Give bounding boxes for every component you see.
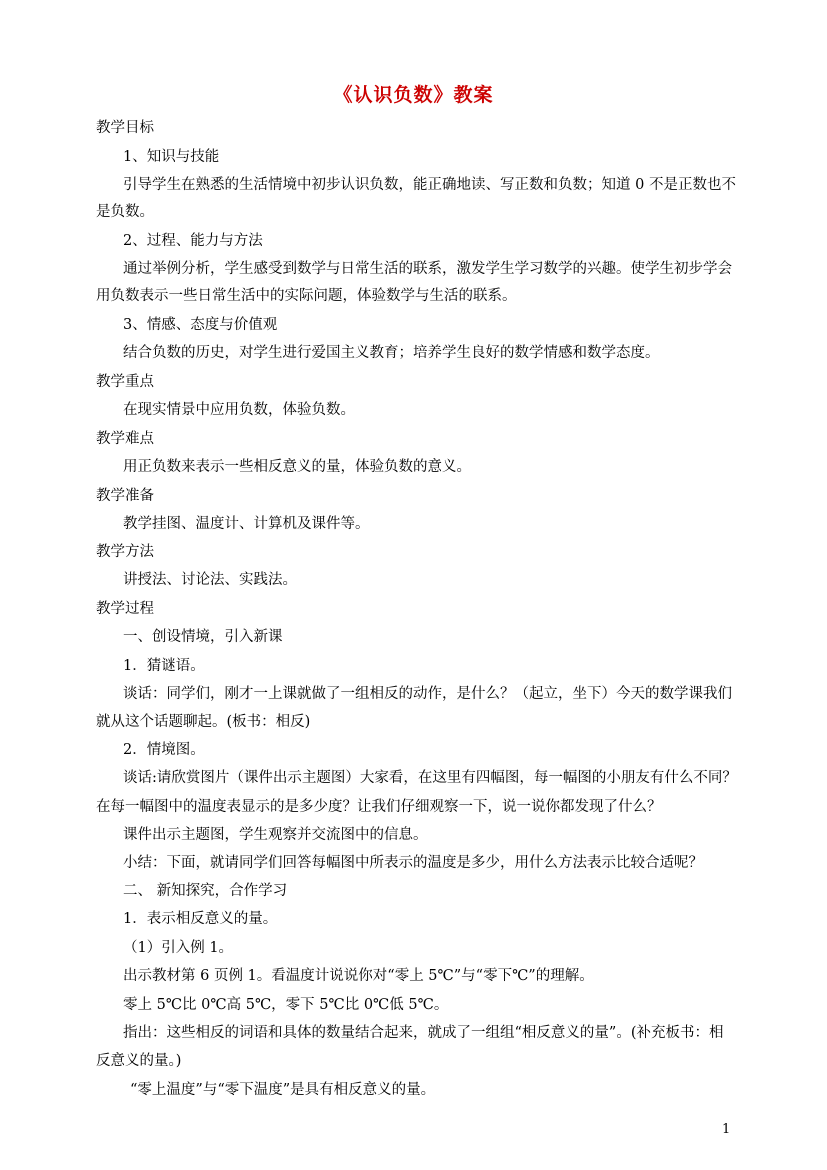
paragraph-line: 课件出示主题图，学生观察并交流图中的信息。 — [123, 827, 428, 843]
paragraph-line: 结合负数的历史，对学生进行爱国主义教育；培养学生良好的数学情感和数学态度。 — [123, 345, 660, 361]
subheading-emotion-attitude: 3、情感、态度与价值观 — [123, 317, 278, 333]
page-number: 1 — [722, 1122, 731, 1137]
paragraph-line: 在现实情景中应用负数，体验负数。 — [123, 402, 355, 418]
paragraph-line: 反意义的量。) — [96, 1053, 182, 1069]
subheading-section-one: 一、创设情境，引入新课 — [123, 629, 283, 645]
subheading-process-ability: 2、过程、能力与方法 — [123, 233, 263, 249]
paragraph-line: 指出：这些相反的词语和具体的数量结合起来，就成了一组组“相反意义的量”。(补充板书：相 — [123, 1025, 724, 1041]
paragraph-line: “零上温度”与“零下温度”是具有相反意义的量。 — [130, 1082, 436, 1098]
list-item: 1．猜谜语。 — [123, 658, 205, 674]
paragraph-line: 通过举例分析，学生感受到数学与日常生活的联系，激发学生学习数学的兴趣。使学生初步学会 — [123, 261, 732, 277]
heading-preparation: 教学准备 — [96, 488, 154, 504]
heading-difficult-points: 教学难点 — [96, 431, 154, 447]
paragraph-line: 是负数。 — [96, 204, 154, 220]
heading-teaching-methods: 教学方法 — [96, 544, 154, 560]
paragraph-line: 用负数表示一些日常生活中的实际问题，体验数学与生活的联系。 — [96, 288, 517, 304]
paragraph-line: 谈话：同学们，刚才一上课就做了一组相反的动作，是什么？（起立，坐下）今天的数学课我们 — [123, 686, 732, 702]
heading-teaching-goals: 教学目标 — [96, 120, 154, 136]
paragraph-line: 小结：下面，就请同学们回答每幅图中所表示的温度是多少，用什么方法表示比较合适呢？ — [123, 855, 703, 871]
list-item: 2．情境图。 — [123, 742, 205, 758]
paragraph-line: 就从这个话题聊起。(板书：相反) — [96, 714, 311, 730]
paragraph-line: 教学挂图、温度计、计算机及课件等。 — [123, 516, 370, 532]
subheading-section-two: 二、 新知探究，合作学习 — [123, 883, 288, 899]
paragraph-line: 引导学生在熟悉的生活情境中初步认识负数，能正确地读、写正数和负数；知道 0 不是正数也不 — [123, 177, 736, 193]
paragraph-line: 用正负数来表示一些相反意义的量，体验负数的意义。 — [123, 459, 471, 475]
list-item: （1）引入例 1。 — [123, 940, 234, 956]
paragraph-line: 在每一幅图中的温度表显示的是多少度？让我们仔细观察一下，说一说你都发现了什么？ — [96, 799, 662, 815]
paragraph-line: 谈话:请欣赏图片（课件出示主题图）大家看，在这里有四幅图，每一幅图的小朋友有什么不同？ — [123, 770, 737, 786]
list-item: 1．表示相反意义的量。 — [123, 911, 278, 927]
paragraph-line: 出示教材第 6 页例 1。看温度计说说你对“零上 5℃”与“零下℃”的理解。 — [123, 968, 594, 984]
subheading-knowledge-skills: 1、知识与技能 — [123, 149, 220, 165]
document-title: 《认识负数》教案 — [333, 84, 494, 106]
paragraph-line: 零上 5℃比 0℃高 5℃，零下 5℃比 0℃低 5℃。 — [123, 997, 449, 1013]
paragraph-line: 讲授法、讨论法、实践法。 — [123, 572, 297, 588]
heading-key-points: 教学重点 — [96, 374, 154, 390]
heading-teaching-process: 教学过程 — [96, 601, 154, 617]
